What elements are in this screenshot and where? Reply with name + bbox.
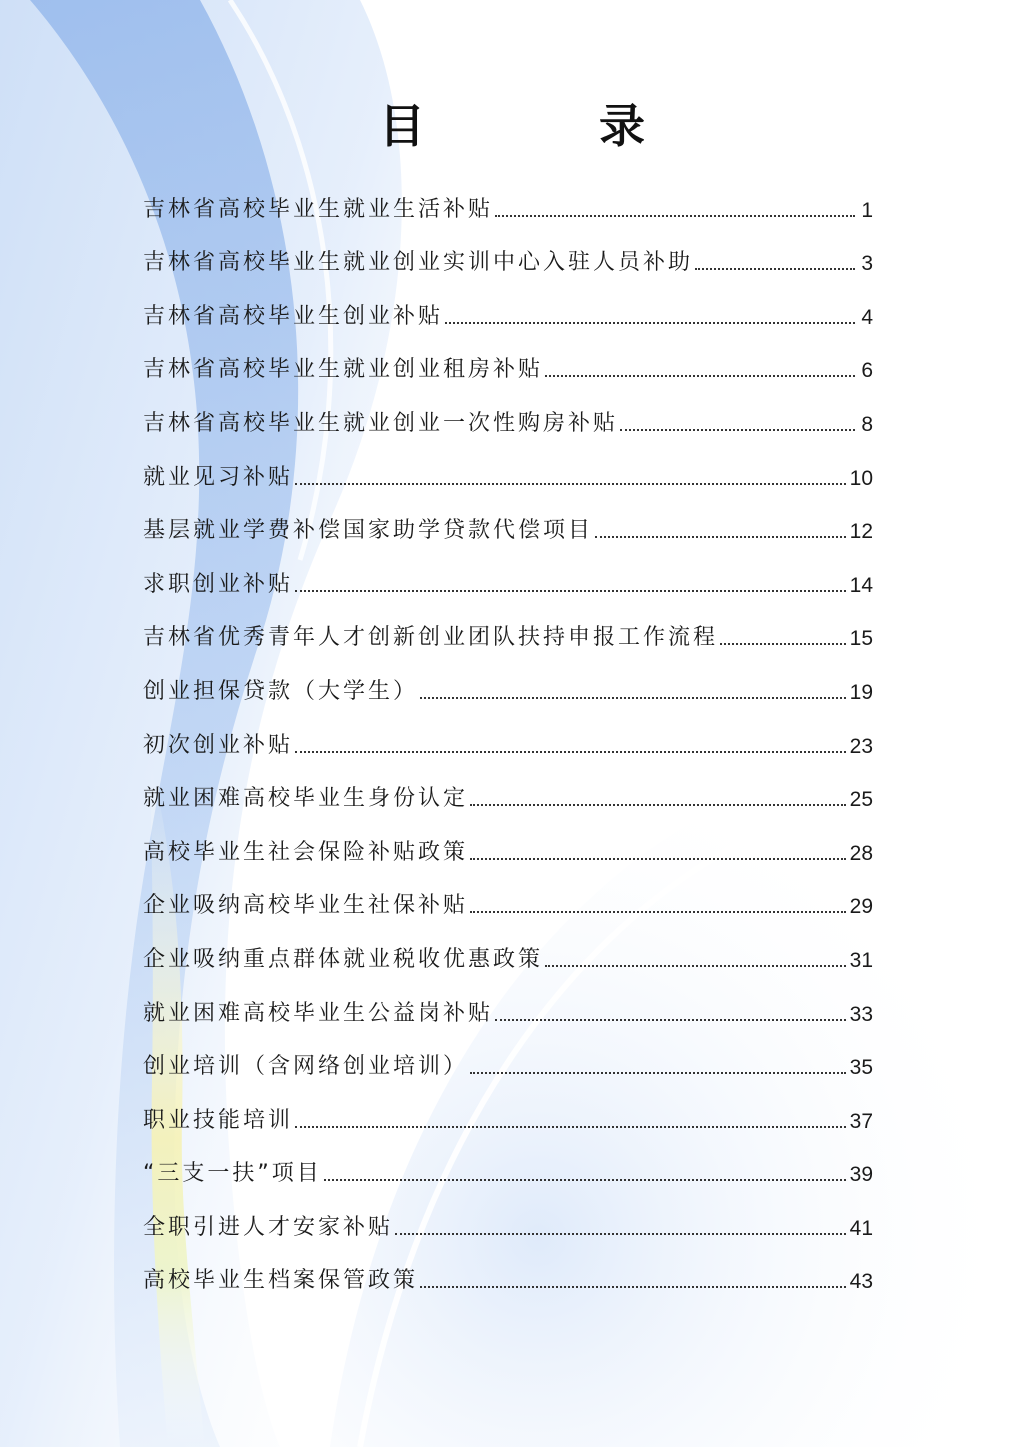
dot-leader — [324, 1179, 846, 1181]
toc-entry[interactable] — [143, 660, 873, 714]
dot-leader — [295, 751, 846, 753]
dot-leader — [470, 911, 846, 913]
toc-entry-title: 吉林省高校毕业生就业创业租房补贴 — [143, 357, 544, 383]
toc-page-number: 12 — [849, 520, 873, 544]
toc-page-number: 3 — [861, 252, 873, 276]
toc-entry[interactable] — [143, 285, 873, 339]
toc-entry[interactable] — [143, 392, 873, 446]
dot-leader — [420, 697, 846, 699]
toc-entry-title: 全职引进人才安家补贴 — [143, 1214, 394, 1240]
toc-page-number: 39 — [849, 1163, 873, 1187]
toc-page-number: 25 — [849, 788, 873, 812]
toc-entry[interactable] — [143, 178, 873, 232]
table-of-contents — [143, 178, 873, 1303]
toc-entry[interactable] — [143, 982, 873, 1036]
page-title: 目 录 — [379, 99, 709, 153]
toc-page-number: 14 — [849, 573, 873, 597]
toc-page-number: 15 — [849, 627, 873, 651]
toc-page-number: 29 — [849, 895, 873, 919]
toc-entry-title: 吉林省高校毕业生就业创业实训中心入驻人员补助 — [143, 250, 694, 276]
dot-leader — [720, 643, 846, 645]
toc-page-number: 41 — [849, 1216, 873, 1240]
toc-entry-title: 职业技能培训 — [143, 1107, 294, 1133]
toc-entry[interactable] — [143, 821, 873, 875]
dot-leader — [495, 215, 855, 217]
toc-page-number: 28 — [849, 841, 873, 865]
toc-entry-title: 就业见习补贴 — [143, 464, 294, 490]
dot-leader — [495, 1019, 846, 1021]
toc-entry[interactable] — [143, 768, 873, 822]
toc-entry[interactable] — [143, 500, 873, 554]
toc-entry-title: 求职创业补贴 — [143, 571, 294, 597]
dot-leader — [695, 268, 855, 270]
toc-entry-title: 吉林省高校毕业生创业补贴 — [143, 303, 444, 329]
dot-leader — [470, 858, 846, 860]
toc-page-number: 1 — [861, 198, 873, 222]
toc-page-number: 31 — [849, 948, 873, 972]
toc-entry-title: 企业吸纳高校毕业生社保补贴 — [143, 893, 469, 919]
toc-page-number: 37 — [849, 1109, 873, 1133]
toc-page-number: 35 — [849, 1056, 873, 1080]
toc-entry-title: 就业困难高校毕业生公益岗补贴 — [143, 1000, 494, 1026]
dot-leader — [545, 375, 855, 377]
toc-entry[interactable] — [143, 928, 873, 982]
dot-leader — [395, 1233, 846, 1235]
toc-entry[interactable] — [143, 1196, 873, 1250]
toc-page-number: 19 — [849, 680, 873, 704]
toc-entry[interactable] — [143, 714, 873, 768]
toc-page-number: 23 — [849, 734, 873, 758]
toc-entry-title: 就业困难高校毕业生身份认定 — [143, 786, 469, 812]
dot-leader — [295, 590, 846, 592]
dot-leader — [620, 429, 855, 431]
toc-entry-title: 创业担保贷款（大学生） — [143, 678, 419, 704]
toc-entry-title: 吉林省高校毕业生就业生活补贴 — [143, 196, 494, 222]
toc-entry[interactable] — [143, 339, 873, 393]
toc-entry-title: 高校毕业生档案保管政策 — [143, 1268, 419, 1294]
toc-page-number: 43 — [849, 1270, 873, 1294]
toc-entry[interactable] — [143, 1250, 873, 1304]
dot-leader — [420, 1286, 846, 1288]
toc-entry-title: 创业培训（含网络创业培训） — [143, 1054, 469, 1080]
toc-entry[interactable] — [143, 1143, 873, 1197]
toc-page-number: 6 — [861, 359, 873, 383]
toc-entry[interactable] — [143, 1036, 873, 1090]
dot-leader — [295, 1126, 846, 1128]
toc-entry-title: 企业吸纳重点群体就业税收优惠政策 — [143, 946, 544, 972]
dot-leader — [470, 804, 846, 806]
dot-leader — [445, 322, 855, 324]
dot-leader — [470, 1072, 846, 1074]
toc-entry[interactable] — [143, 875, 873, 929]
toc-entry-title: 吉林省优秀青年人才创新创业团队扶持申报工作流程 — [143, 625, 719, 651]
dot-leader — [295, 483, 846, 485]
toc-entry[interactable] — [143, 446, 873, 500]
toc-page-number: 10 — [849, 466, 873, 490]
toc-entry-title: 初次创业补贴 — [143, 732, 294, 758]
toc-entry[interactable] — [143, 1089, 873, 1143]
toc-entry-title: 基层就业学费补偿国家助学贷款代偿项目 — [143, 518, 594, 544]
dot-leader — [595, 536, 846, 538]
toc-entry[interactable] — [143, 232, 873, 286]
toc-entry[interactable] — [143, 607, 873, 661]
toc-entry[interactable] — [143, 553, 873, 607]
toc-page-number: 4 — [861, 305, 873, 329]
toc-page-number: 8 — [861, 412, 873, 436]
toc-page-number: 33 — [849, 1002, 873, 1026]
dot-leader — [545, 965, 846, 967]
toc-entry-title: “三支一扶”项目 — [143, 1161, 322, 1187]
toc-entry-title: 高校毕业生社会保险补贴政策 — [143, 839, 469, 865]
toc-entry-title: 吉林省高校毕业生就业创业一次性购房补贴 — [143, 410, 619, 436]
